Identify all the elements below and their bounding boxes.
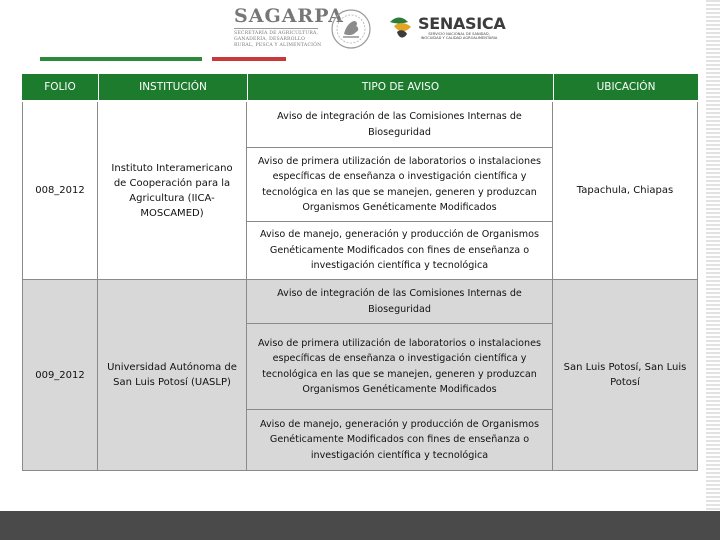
table-row-institucion: Universidad Autónoma de San Luis Potosí (UASLP) xyxy=(98,280,247,471)
senasica-name: SENASICA xyxy=(418,14,506,33)
table-row-folio: 009_2012 xyxy=(22,280,98,471)
table-row-aviso-primera-utilizacion: Aviso de primera utilización de laboratorios o instalaciones específicas de enseñanza o investigación científica y tecnológica en las que se manejen, generen y produzcan Organismos Genéticamente Modificados xyxy=(247,324,553,410)
table-row-ubicacion: Tapachula, Chiapas xyxy=(553,102,698,280)
column-header-tipo-aviso: TIPO DE AVISO xyxy=(247,74,553,102)
accent-bar-green xyxy=(40,57,202,61)
table-row-aviso-primera-utilizacion: Aviso de primera utilización de laboratorios o instalaciones específicas de enseñanza o investigación científica y tecnológica en las que se manejen, generen y produzcan Organismos Genéticamente Modificados xyxy=(247,148,553,222)
column-header-folio: FOLIO xyxy=(22,74,98,102)
footer-bar xyxy=(0,511,720,540)
table-row-aviso-integracion: Aviso de integración de las Comisiones Internas de Bioseguridad xyxy=(247,102,553,148)
sagarpa-logo xyxy=(234,5,344,49)
column-header-institucion: INSTITUCIÓN xyxy=(98,74,247,102)
senasica-leaf-icon xyxy=(388,12,414,42)
column-header-ubicacion: UBICACIÓN xyxy=(553,74,698,102)
table-row-institucion: Instituto Interamericano de Cooperación para la Agricultura (IICA-MOSCAMED) xyxy=(98,102,247,280)
sagarpa-name: SAGARPA xyxy=(234,5,344,27)
accent-bar-white xyxy=(202,57,212,61)
table-row-aviso-integracion: Aviso de integración de las Comisiones Internas de Bioseguridad xyxy=(247,280,553,324)
table-row-aviso-manejo: Aviso de manejo, generación y producción de Organismos Genéticamente Modificados con fines de enseñanza o investigación científica y tecnológica xyxy=(247,222,553,280)
senasica-subtitle: SERVICIO NACIONAL DE SANIDAD, INOCUIDAD Y CALIDAD AGROALIMENTARIA xyxy=(420,32,498,41)
avisos-table xyxy=(22,74,698,493)
decorative-stripes xyxy=(706,0,720,510)
header-logos xyxy=(0,0,720,56)
accent-bar-red xyxy=(212,57,286,61)
mexico-seal-icon xyxy=(330,8,372,50)
table-row-folio: 008_2012 xyxy=(22,102,98,280)
sagarpa-subtitle: SECRETARÍA DE AGRICULTURA, GANADERÍA, DESARROLLO RURAL, PESCA Y ALIMENTACIÓN xyxy=(234,31,322,48)
table-row-aviso-manejo: Aviso de manejo, generación y producción de Organismos Genéticamente Modificados con fines de enseñanza o investigación científica y tecnológica xyxy=(247,410,553,471)
sagarpa-rule xyxy=(234,28,318,29)
table-row-ubicacion: San Luis Potosí, San Luis Potosí xyxy=(553,280,698,471)
